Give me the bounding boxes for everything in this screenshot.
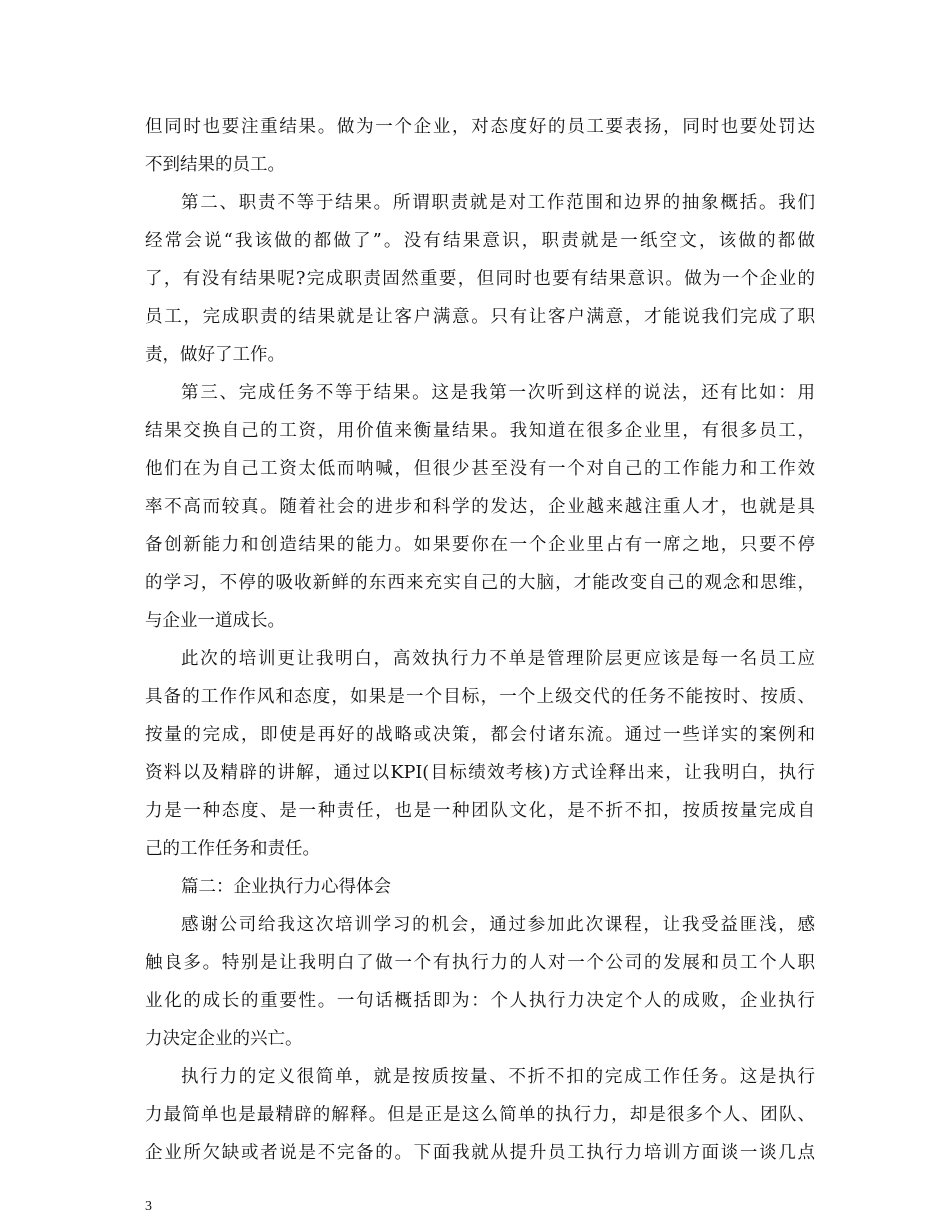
text-line: 的学习，不停的吸收新鲜的东西来充实自己的大脑，才能改变自己的观念和思维，	[145, 573, 815, 593]
text-line: 与企业一道成长。	[145, 611, 285, 631]
paragraph-first-line: 第三、完成任务不等于结果。这是我第一次听到这样的说法，还有比如：用	[181, 383, 815, 403]
text-line: 经常会说“我该做的都做了”。没有结果意识，职责就是一纸空文，该做的都做	[145, 231, 815, 251]
text-line: 员工，完成职责的结果就是让客户满意。只有让客户满意，才能说我们完成了职	[145, 307, 815, 327]
text-line: 触良多。特别是让我明白了做一个有执行力的人对一个公司的发展和员工个人职	[145, 953, 815, 973]
text-line: 责，做好了工作。	[145, 345, 285, 365]
text-line: 力是一种态度、是一种责任，也是一种团队文化，是不折不扣，按质按量完成自	[145, 801, 815, 821]
paragraph-first-line: 此次的培训更让我明白，高效执行力不单是管理阶层更应该是每一名员工应	[181, 649, 815, 669]
page-number: 3	[145, 1199, 152, 1214]
text-line: 了，有没有结果呢?完成职责固然重要，但同时也要有结果意识。做为一个企业的	[145, 269, 815, 289]
text-line: 资料以及精辟的讲解，通过以KPI(目标绩效考核)方式诠释出来，让我明白，执行	[145, 763, 815, 783]
text-line: 但同时也要注重结果。做为一个企业，对态度好的员工要表扬，同时也要处罚达	[145, 117, 815, 137]
text-line: 己的工作任务和责任。	[145, 839, 320, 859]
text-line: 企业所欠缺或者说是不完备的。下面我就从提升员工执行力培训方面谈一谈几点	[145, 1143, 815, 1163]
paragraph-first-line: 感谢公司给我这次培训学习的机会，通过参加此次课程，让我受益匪浅，感	[181, 915, 815, 935]
text-line: 率不高而较真。随着社会的进步和科学的发达，企业越来越注重人才，也就是具	[145, 497, 815, 517]
text-line: 具备的工作作风和态度，如果是一个目标，一个上级交代的任务不能按时、按质、	[145, 687, 815, 707]
text-line: 力决定企业的兴亡。	[145, 1029, 303, 1049]
text-line: 力最简单也是最精辟的解释。但是正是这么简单的执行力，却是很多个人、团队、	[145, 1105, 815, 1125]
text-line: 不到结果的员工。	[145, 155, 285, 175]
text-line: 结果交换自己的工资，用价值来衡量结果。我知道在很多企业里，有很多员工，	[145, 421, 815, 441]
paragraph-first-line: 执行力的定义很简单，就是按质按量、不折不扣的完成工作任务。这是执行	[181, 1067, 815, 1087]
section-heading: 篇二：企业执行力心得体会	[181, 877, 391, 897]
text-line: 他们在为自己工资太低而呐喊，但很少甚至没有一个对自己的工作能力和工作效	[145, 459, 815, 479]
text-line: 按量的完成，即使是再好的战略或决策，都会付诸东流。通过一些详实的案例和	[145, 725, 815, 745]
text-line: 业化的成长的重要性。一句话概括即为：个人执行力决定个人的成败，企业执行	[145, 991, 815, 1011]
text-line: 备创新能力和创造结果的能力。如果要你在一个企业里占有一席之地，只要不停	[145, 535, 815, 555]
paragraph-first-line: 第二、职责不等于结果。所谓职责就是对工作范围和边界的抽象概括。我们	[181, 193, 815, 213]
